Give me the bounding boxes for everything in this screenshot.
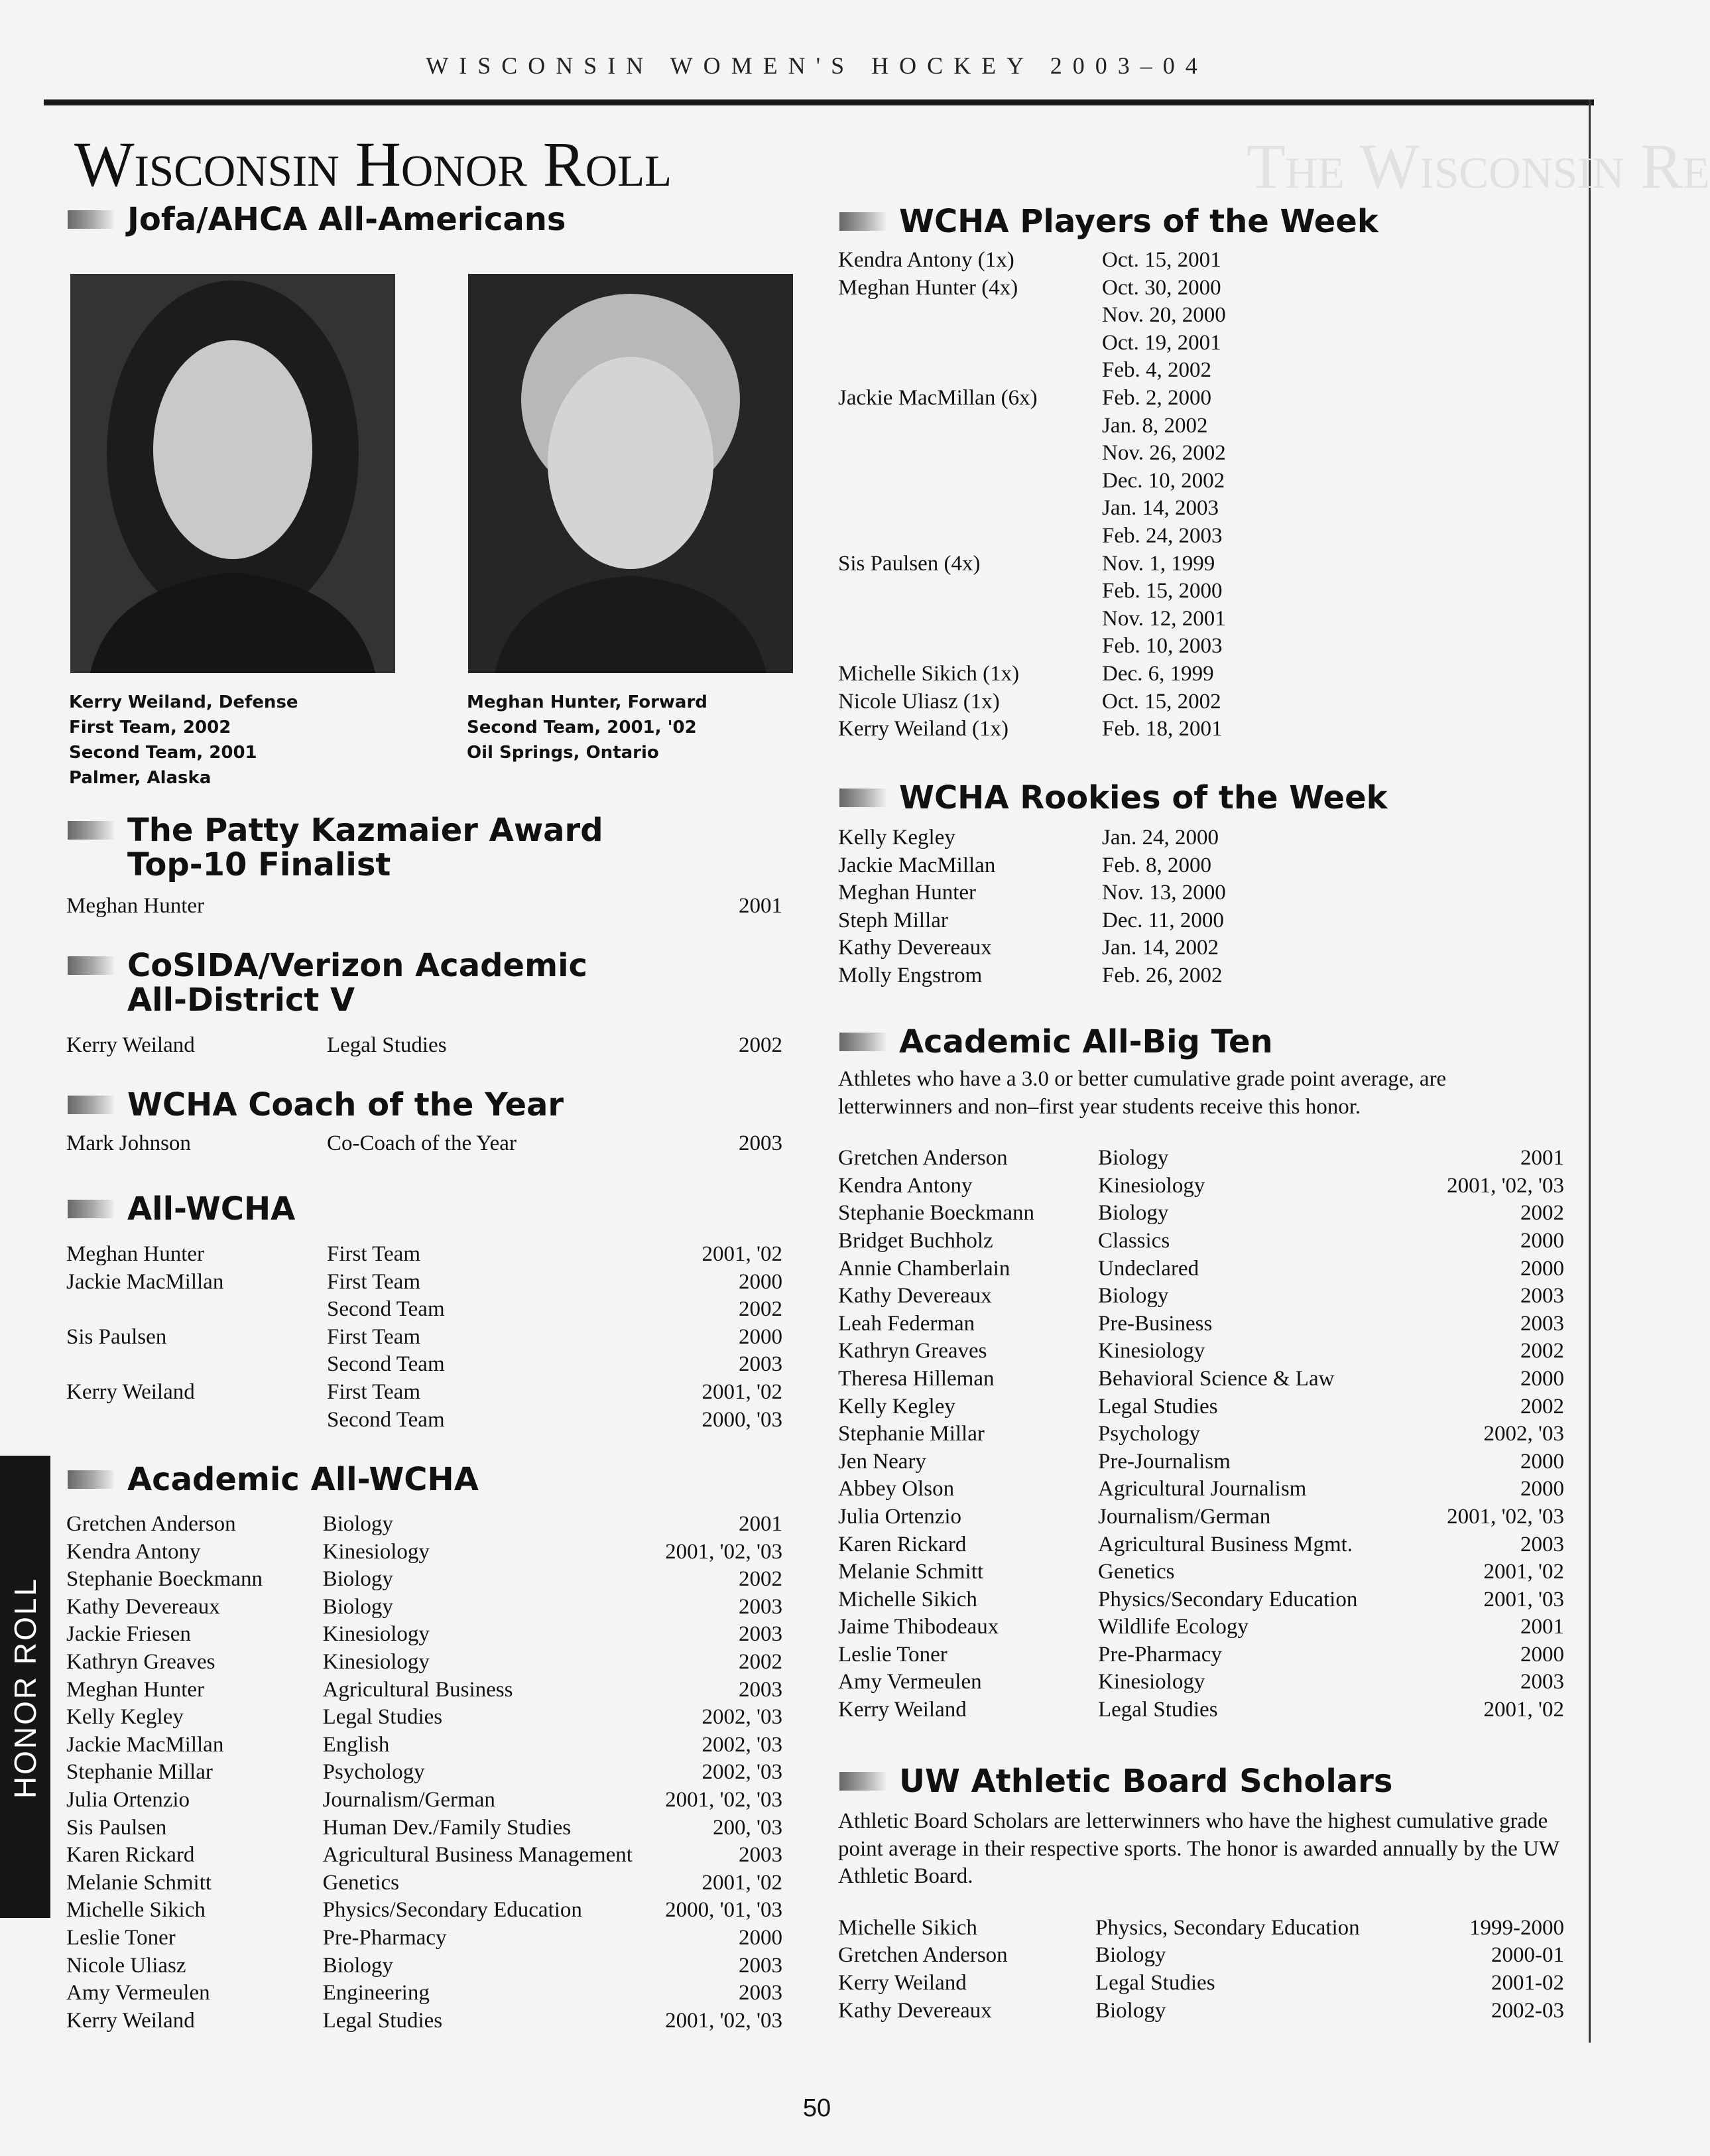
table-row: Feb. 15, 2000 [1102,579,1223,603]
table-row: Kerry Weiland (1x) Feb. 18, 2001 [838,717,1223,741]
table-row: Steph Millar Dec. 11, 2000 [838,908,1224,932]
table-row: Second Team 2002 [327,1297,782,1322]
heading-bar-icon [68,821,114,840]
heading-bar-icon [839,212,886,231]
table-row: Michelle Sikich Physics, Secondary Education 1999-2000 [838,1915,1564,1940]
section-heading: WCHA Players of the Week [838,204,1564,239]
section-coach [66,1088,782,1158]
table-row: Second Team 2000, '03 [327,1407,782,1432]
table-row: Kathryn Greaves Kinesiology 2002 [66,1649,782,1674]
heading-bar-icon [839,789,886,807]
table-row: Abbey Olson Agricultural Journalism 2000 [838,1477,1564,1501]
table-row: Kathy Devereaux Jan. 14, 2002 [838,936,1219,960]
table-row: Jen Neary Pre-Journalism 2000 [838,1449,1564,1474]
table-row: Michelle Sikich Physics/Secondary Education 2001, '03 [838,1587,1564,1612]
table-row: Kerry Weiland First Team 2001, '02 [66,1379,782,1404]
table-row: Theresa Hilleman Behavioral Science & Law 2000 [838,1366,1564,1391]
table-row: Jackie MacMillan (6x) Feb. 2, 2000 [838,385,1211,410]
all-wcha-table [66,1241,782,1434]
table-row: Sis Paulsen Human Dev./Family Studies 200, '03 [66,1815,782,1840]
table-row: Gretchen Anderson Biology 2001 [66,1512,782,1536]
table-row: Melanie Schmitt Genetics 2001, '02 [66,1870,782,1895]
table-row: Nov. 20, 2000 [1102,303,1226,328]
table-row: Karen Rickard Agricultural Business Mgmt. 2003 [838,1532,1564,1556]
table-row: Kerry Weiland Legal Studies 2002 [66,1033,782,1057]
table-row: Leslie Toner Pre-Pharmacy 2000 [838,1642,1564,1667]
table-row: Feb. 4, 2002 [1102,358,1211,383]
table-row: Kerry Weiland Legal Studies 2001-02 [838,1970,1564,1995]
heading-bar-icon [68,1470,114,1489]
table-row: Kerry Weiland Legal Studies 2001, '02 [838,1698,1564,1722]
table-row: Julia Ortenzio Journalism/German 2001, '02, '03 [66,1787,782,1812]
table-row: Kathy Devereaux Biology 2003 [838,1284,1564,1308]
table-row: Gretchen Anderson Biology 2001 [838,1146,1564,1171]
section-kazmaier [66,813,782,920]
heading-bar-icon [68,210,114,229]
table-row: Amy Vermeulen Kinesiology 2003 [838,1670,1564,1694]
table-row: Sis Paulsen (4x) Nov. 1, 1999 [838,551,1215,576]
table-row: Leslie Toner Pre-Pharmacy 2000 [66,1925,782,1950]
section-heading: All-WCHA [66,1192,782,1226]
table-row: Meghan Hunter Agricultural Business 2003 [66,1677,782,1702]
ghost-title: The Wisconsin Re [1247,131,1710,202]
section-heading: Jofa/AHCA All-Americans [66,202,782,237]
table-row: Sis Paulsen First Team 2000 [66,1324,782,1349]
section-players-week [838,204,1564,743]
section-heading: WCHA Rookies of the Week [838,781,1564,815]
heading-bar-icon [68,1200,114,1218]
table-row: Dec. 10, 2002 [1102,468,1225,493]
rookies-week-table [838,824,1564,990]
table-row: Mark Johnson Co-Coach of the Year 2003 [66,1131,782,1155]
section-rookies-week [838,781,1564,990]
table-row: Jackie MacMillan Feb. 8, 2000 [838,853,1211,877]
table-row: Kelly Kegley Jan. 24, 2000 [838,826,1219,850]
table-row: Meghan Hunter First Team 2001, '02 [66,1242,782,1266]
cosida-table [66,1032,782,1060]
table-row: Nov. 12, 2001 [1102,606,1226,631]
academic-wcha-table [66,1511,782,2035]
table-row: Nicole Uliasz (1x) Oct. 15, 2002 [838,689,1221,714]
photo-kerry-weiland [70,274,395,673]
players-week-table [838,247,1564,743]
table-row: Julia Ortenzio Journalism/German 2001, '02, '03 [838,1504,1564,1529]
page-number: 50 [802,2094,831,2122]
table-row: Kendra Antony (1x) Oct. 15, 2001 [838,248,1221,272]
table-row: Stephanie Boeckmann Biology 2002 [66,1567,782,1592]
table-row: Bridget Buchholz Classics 2000 [838,1228,1564,1253]
table-row: Gretchen Anderson Biology 2000-01 [838,1943,1564,1968]
kazmaier-table [66,893,782,920]
heading-bar-icon [68,1096,114,1114]
table-row: Michelle Sikich (1x) Dec. 6, 1999 [838,661,1214,686]
table-row: Kelly Kegley Legal Studies 2002 [838,1394,1564,1419]
table-row: Jan. 14, 2003 [1102,496,1219,521]
heading-bar-icon [68,956,114,975]
caption-meghan-hunter: Meghan Hunter, Forward Second Team, 2001, '02 Oil Springs, Ontario [467,692,707,763]
section-heading: WCHA Coach of the Year [66,1088,782,1122]
table-row: Kendra Antony Kinesiology 2001, '02, '03 [838,1173,1564,1198]
table-row: Jackie MacMillan First Team 2000 [66,1269,782,1294]
big-ten-table [838,1145,1564,1724]
table-row: Jackie Friesen Kinesiology 2003 [66,1622,782,1647]
page-title: Wisconsin Honor Roll [74,129,672,200]
uw-board-intro: Athletic Board Scholars are letterwinners who have the highest cumulative grade point average in their respective sports. The honor is awarded annually by the UW Athletic Board. [838,1809,1559,1889]
section-uw-board [838,1764,1564,2025]
table-row: Meghan Hunter (4x) Oct. 30, 2000 [838,275,1221,300]
section-cosida [66,948,782,1060]
table-row: Kerry Weiland Legal Studies 2001, '02, '03 [66,2008,782,2033]
table-row: Kathy Devereaux Biology 2003 [66,1594,782,1619]
table-row: Jaime Thibodeaux Wildlife Ecology 2001 [838,1615,1564,1639]
right-border-line [1589,99,1591,2043]
table-row: Jan. 8, 2002 [1102,413,1208,438]
table-row: Kelly Kegley Legal Studies 2002, '03 [66,1705,782,1730]
table-row: Kathy Devereaux Biology 2002-03 [838,1998,1564,2023]
table-row: Karen Rickard Agricultural Business Management 2003 [66,1843,782,1868]
honor-roll-side-tab: HONOR ROLL [0,1456,50,1918]
table-row: Stephanie Boeckmann Biology 2002 [838,1201,1564,1226]
section-heading: Academic All-WCHA [66,1462,782,1497]
table-row: Amy Vermeulen Engineering 2003 [66,1981,782,2005]
table-row: Meghan Hunter 2001 [66,894,782,918]
table-row: Feb. 10, 2003 [1102,634,1223,659]
heading-bar-icon [839,1772,886,1791]
table-row: Kathryn Greaves Kinesiology 2002 [838,1339,1564,1363]
running-head: WISCONSIN WOMEN'S HOCKEY 2003–04 [426,52,1208,79]
table-row: Melanie Schmitt Genetics 2001, '02 [838,1560,1564,1584]
table-row: Oct. 19, 2001 [1102,330,1221,355]
section-all-wcha [66,1192,782,1434]
table-row: Second Team 2003 [327,1352,782,1377]
section-heading: Academic All-Big Ten [838,1025,1564,1059]
section-heading: CoSIDA/Verizon Academic All-District V [66,948,782,1017]
coach-table [66,1130,782,1158]
table-row: Stephanie Millar Psychology 2002, '03 [838,1422,1564,1446]
table-row: Jackie MacMillan English 2002, '03 [66,1732,782,1757]
photo-meghan-hunter [468,274,793,673]
section-all-americans [66,202,782,237]
table-row: Molly Engstrom Feb. 26, 2002 [838,963,1223,987]
table-row: Stephanie Millar Psychology 2002, '03 [66,1760,782,1785]
section-big-ten [838,1025,1564,1724]
heading-bar-icon [839,1033,886,1051]
section-heading: UW Athletic Board Scholars [838,1764,1564,1799]
table-row: Michelle Sikich Physics/Secondary Education 2000, '01, '03 [66,1898,782,1923]
table-row: Feb. 24, 2003 [1102,523,1223,548]
table-row: Annie Chamberlain Undeclared 2000 [838,1256,1564,1281]
section-academic-wcha [66,1462,782,2035]
table-row: Meghan Hunter Nov. 13, 2000 [838,881,1226,905]
table-row: Kendra Antony Kinesiology 2001, '02, '03 [66,1539,782,1564]
table-row: Nov. 26, 2002 [1102,441,1226,466]
caption-kerry-weiland: Kerry Weiland, Defense First Team, 2002 Second Team, 2001 Palmer, Alaska [69,692,298,788]
table-row: Nicole Uliasz Biology 2003 [66,1953,782,1978]
table-row: Leah Federman Pre-Business 2003 [838,1311,1564,1336]
uw-board-table [838,1915,1564,2025]
section-heading: The Patty Kazmaier Award Top-10 Finalist [66,813,782,882]
big-ten-intro: Athletes who have a 3.0 or better cumulative grade point average, are letterwinners and non–first year students receive this honor. [838,1067,1447,1119]
header-rule [44,99,1594,105]
